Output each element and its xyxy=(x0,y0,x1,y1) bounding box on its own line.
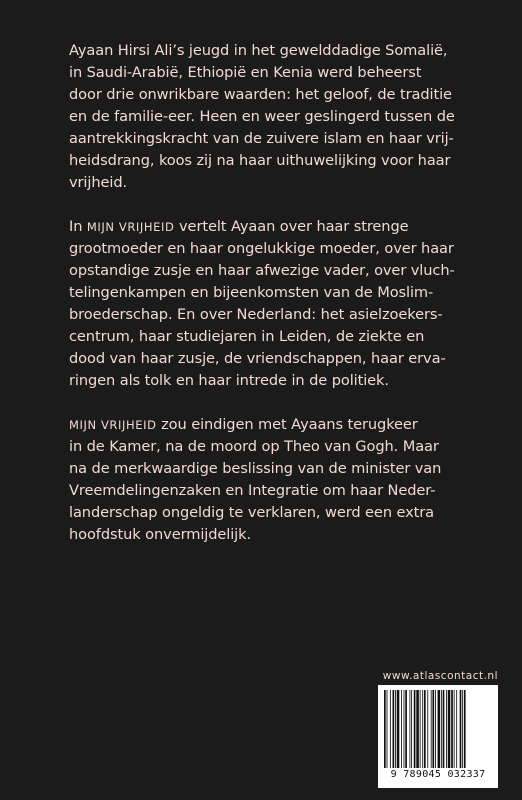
blurb-paragraph-3 xyxy=(69,414,449,546)
blurb-line xyxy=(69,414,449,436)
barcode-bar xyxy=(422,690,423,768)
barcode-bar xyxy=(395,690,396,768)
blurb-line: door drie onwrikbare waarden: het geloof, de traditie xyxy=(69,86,452,103)
barcode-bar xyxy=(405,690,407,768)
barcode-bars xyxy=(382,690,494,768)
barcode-bar xyxy=(393,690,395,768)
barcode-bar xyxy=(397,690,400,768)
barcode-bar xyxy=(431,690,432,768)
blurb-suffix: vertelt Ayaan over haar strenge xyxy=(174,218,409,235)
barcode-bar xyxy=(443,690,445,768)
barcode-bar xyxy=(441,690,442,768)
barcode-bar xyxy=(464,690,466,768)
book-title-smallcaps: MIJN VRIJHEID xyxy=(69,418,157,432)
blurb-line: landerschap ongeldig te verklaren, werd een extra xyxy=(69,504,435,521)
barcode-bar xyxy=(427,690,428,768)
blurb-line: telingenkampen en bijeenkomsten van de Moslim- xyxy=(69,284,434,301)
barcode-bar xyxy=(460,690,462,768)
blurb-line: vrijheid. xyxy=(69,174,128,191)
blurb-line: aantrekkingskracht van de zuivere islam en haar vrij- xyxy=(69,130,454,147)
barcode-bar xyxy=(454,690,455,768)
barcode-bar xyxy=(435,690,436,768)
blurb-line: grootmoeder en haar ongelukkige moeder, over haar xyxy=(69,240,454,257)
publisher-url: www.atlascontact.nl xyxy=(382,670,498,682)
blurb-line: na de merkwaardige beslissing van de minister van xyxy=(69,460,442,477)
isbn-number: 9 789045 032337 xyxy=(390,769,486,780)
barcode-bar xyxy=(446,690,447,768)
barcode-bar xyxy=(410,690,411,768)
blurb-paragraph-2 xyxy=(69,216,455,392)
barcode-bar xyxy=(420,690,421,768)
blurb-line: dood van haar zusje, de vriendschappen, haar erva- xyxy=(69,350,446,367)
blurb-line: Vreemdelingenzaken en Integratie om haar Neder- xyxy=(69,482,436,499)
blurb-text xyxy=(69,40,455,568)
barcode-bar xyxy=(401,690,402,768)
blurb-line: in Saudi-Arabië, Ethiopië en Kenia werd beheerst xyxy=(69,64,422,81)
blurb-line: hoofdstuk onvermijdelijk. xyxy=(69,526,252,543)
blurb-line: ringen als tolk en haar intrede in de politiek. xyxy=(69,372,389,389)
blurb-line xyxy=(69,216,449,238)
blurb-line: in de Kamer, na de moord op Theo van Gogh. Maar xyxy=(69,438,439,455)
book-title-smallcaps: MIJN VRIJHEID xyxy=(86,220,175,234)
barcode-bar xyxy=(414,690,416,768)
blurb-line: Ayaan Hirsi Ali’s jeugd in het gewelddadige Somalië, xyxy=(69,42,448,59)
barcode-bar xyxy=(424,690,426,768)
barcode-bar xyxy=(416,690,419,768)
barcode-bar xyxy=(384,690,386,768)
blurb-prefix: In xyxy=(69,218,87,235)
blurb-line: heidsdrang, koos zij na haar uithuwelijking voor haar xyxy=(69,152,451,169)
blurb-paragraph-1 xyxy=(69,40,455,194)
barcode-bar xyxy=(456,690,457,768)
barcode-bar xyxy=(462,690,463,768)
isbn-barcode xyxy=(378,685,498,788)
blurb-line: broederschap. En over Nederland: het asielzoekers- xyxy=(69,306,443,323)
barcode-bar xyxy=(387,690,388,768)
barcode-bar xyxy=(411,690,412,768)
barcode-bar xyxy=(390,690,391,768)
barcode-bar xyxy=(432,690,434,768)
barcode-bar xyxy=(448,690,451,768)
barcode-bar xyxy=(451,690,453,768)
blurb-suffix: zou eindigen met Ayaans terugkeer xyxy=(156,416,418,433)
blurb-line: centrum, haar studiejaren in Leiden, de ziekte en xyxy=(69,328,425,345)
barcode-bar xyxy=(404,690,405,768)
blurb-line: opstandige zusje en haar afwezige vader, over vluch- xyxy=(69,262,455,279)
barcode-bar xyxy=(438,690,441,768)
blurb-line: en de familie-eer. Heen en weer geslingerd tussen de xyxy=(69,108,455,125)
